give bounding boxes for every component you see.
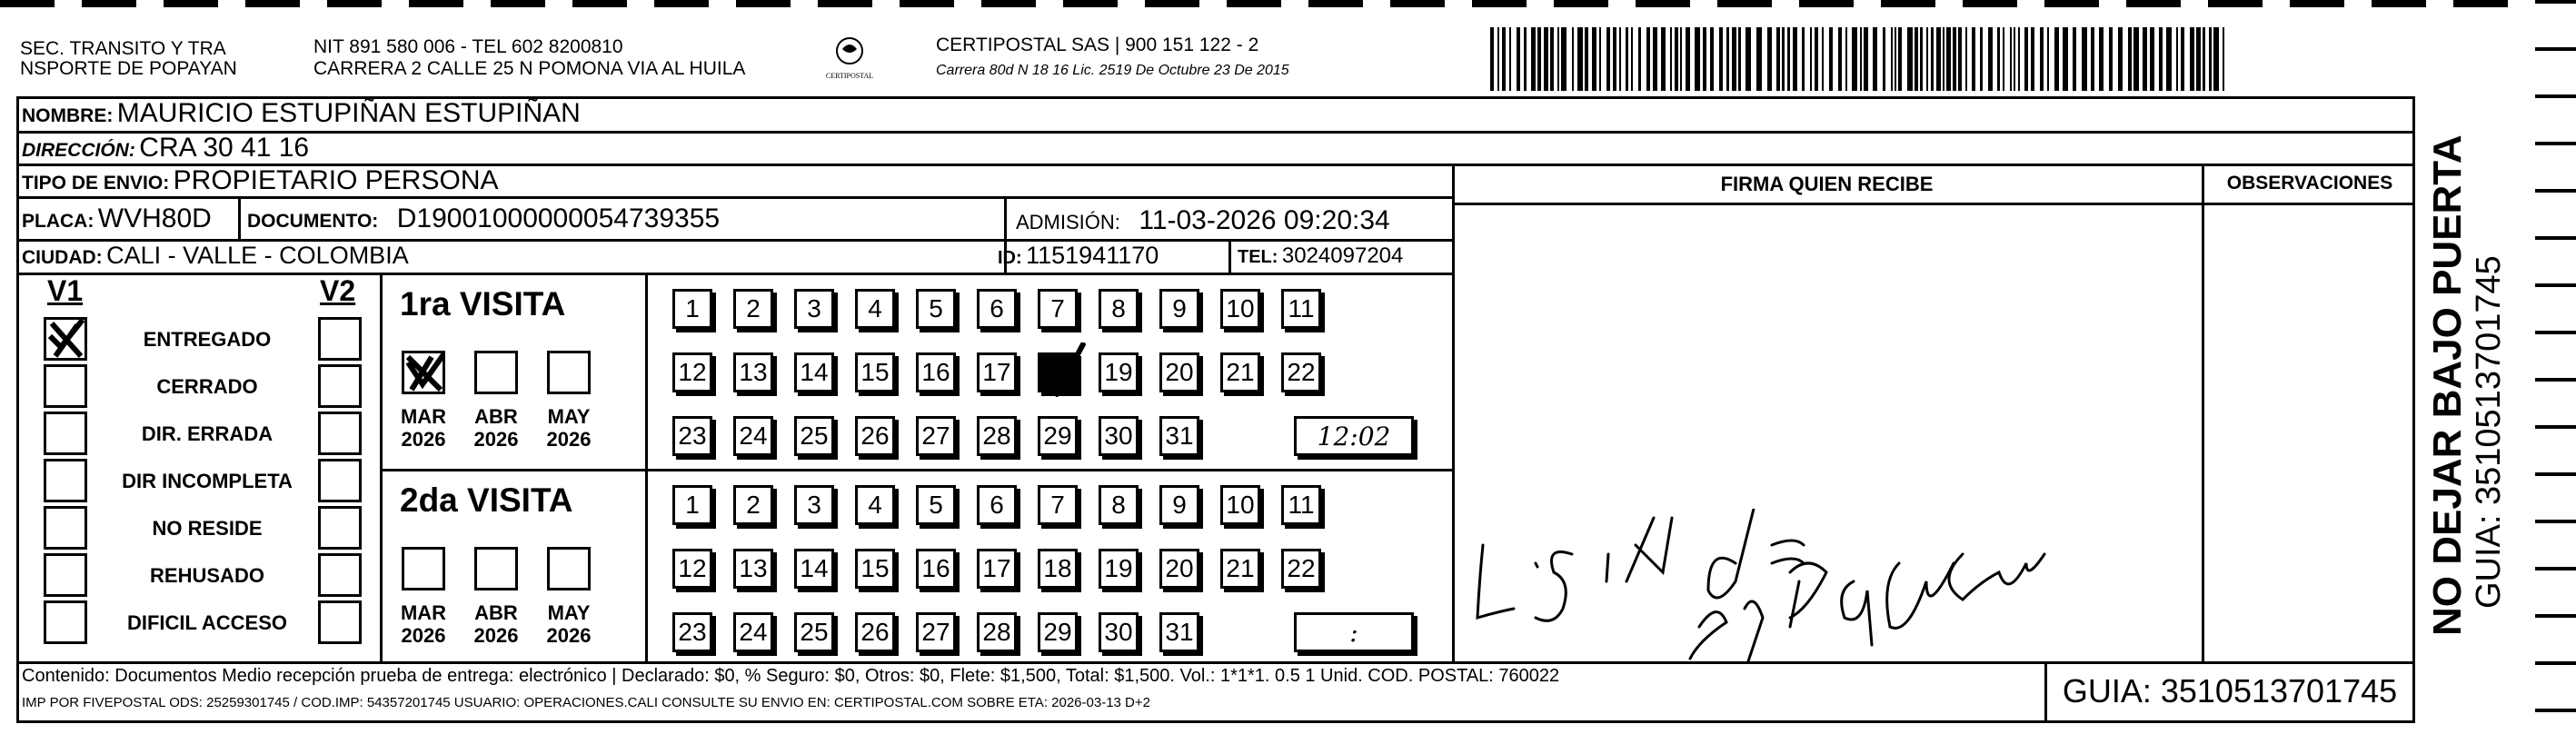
day-box[interactable]: 2 [733, 485, 773, 525]
v2-label: V2 [320, 274, 356, 307]
month-checkbox[interactable] [474, 547, 518, 590]
divider [645, 273, 648, 661]
day-box[interactable]: 5 [916, 485, 956, 525]
documento-value: D19001000000054739355 [396, 203, 721, 233]
v1-checkbox[interactable] [44, 600, 87, 644]
day-box[interactable]: 16 [916, 549, 956, 589]
day-box[interactable]: 26 [855, 416, 895, 456]
v2-checkbox[interactable] [318, 364, 362, 408]
id-row [998, 242, 1159, 270]
day-box[interactable]: 16 [916, 352, 956, 392]
tipo-label: TIPO DE ENVIO: [22, 173, 170, 193]
firma-header: FIRMA QUIEN RECIBE [1720, 173, 1934, 195]
day-box[interactable]: 11 [1281, 485, 1321, 525]
day-box[interactable]: 8 [1099, 289, 1139, 329]
day-box[interactable]: 19 [1099, 549, 1139, 589]
day-box[interactable]: 3 [794, 485, 834, 525]
v2-checkbox[interactable] [318, 459, 362, 502]
documento-row [247, 203, 720, 234]
nombre-row [22, 98, 581, 129]
day-box[interactable]: 11 [1281, 289, 1321, 329]
right-edge-border [2535, 0, 2576, 754]
company-line: CERTIPOSTAL SAS | 900 151 122 - 2 [936, 35, 1259, 55]
v1-checkbox[interactable] [44, 506, 87, 550]
day-box[interactable]: 24 [733, 416, 773, 456]
day-box[interactable]: 21 [1220, 352, 1260, 392]
month-label: MAR 2026 [400, 405, 447, 451]
day-box[interactable]: 30 [1099, 612, 1139, 652]
day-box[interactable]: 4 [855, 289, 895, 329]
day-box[interactable]: 7 [1038, 289, 1078, 329]
v1-checkbox[interactable] [44, 459, 87, 502]
day-box[interactable]: 7 [1038, 485, 1078, 525]
day-box[interactable]: 28 [977, 612, 1017, 652]
day-box[interactable]: 12 [672, 352, 712, 392]
v2-checkbox[interactable] [318, 412, 362, 455]
day-box[interactable]: 30 [1099, 416, 1139, 456]
status-label: DIR. ERRADA [141, 422, 274, 445]
divider [16, 131, 2415, 134]
day-box[interactable]: 29 [1038, 416, 1078, 456]
v1-checkbox[interactable] [44, 364, 87, 408]
observaciones-header: OBSERVACIONES [2226, 173, 2393, 193]
company-address: Carrera 80d N 18 16 Lic. 2519 De Octubre 23 De 2015 [936, 63, 1289, 78]
day-box[interactable]: 24 [733, 612, 773, 652]
guia-footer: GUIA: 3510513701745 [2062, 672, 2398, 709]
day-box[interactable]: 19 [1099, 352, 1139, 392]
day-box[interactable]: 20 [1159, 549, 1199, 589]
direccion-row [22, 133, 309, 164]
documento-label: DOCUMENTO: [247, 211, 379, 232]
time-box[interactable]: : [1294, 612, 1414, 652]
day-box[interactable]: 27 [916, 416, 956, 456]
day-box[interactable]: 14 [794, 549, 834, 589]
id-label: ID: [998, 248, 1022, 268]
day-box[interactable]: 10 [1220, 289, 1260, 329]
day-box[interactable]: 1 [672, 289, 712, 329]
v2-checkbox[interactable] [318, 317, 362, 361]
month-label: MAR 2026 [400, 601, 447, 647]
day-box[interactable]: 5 [916, 289, 956, 329]
day-box[interactable]: 10 [1220, 485, 1260, 525]
day-box[interactable]: 28 [977, 416, 1017, 456]
tipo-row [22, 165, 499, 196]
day-box[interactable]: 9 [1159, 485, 1199, 525]
day-box[interactable] [1038, 352, 1078, 392]
day-box[interactable]: 18 [1038, 549, 1078, 589]
status-label: DIR INCOMPLETA [122, 470, 293, 492]
tel-value: 3024097204 [1281, 243, 1404, 268]
direccion-label: DIRECCIÓN: [22, 140, 135, 161]
month-checkbox[interactable] [547, 547, 591, 590]
nombre-label: NOMBRE: [22, 105, 114, 126]
address-line: CARRERA 2 CALLE 25 N POMONA VIA AL HUILA [313, 58, 746, 79]
day-box[interactable]: 26 [855, 612, 895, 652]
tel-row [1238, 243, 1403, 269]
admision-label: ADMISIÓN: [1016, 211, 1120, 233]
side-guia: GUIA: 3510513701745 [2470, 255, 2508, 609]
v1-checkbox[interactable] [44, 317, 87, 361]
day-box[interactable]: 6 [977, 289, 1017, 329]
day-box[interactable]: 15 [855, 352, 895, 392]
month-label: ABR 2026 [473, 405, 519, 451]
v2-checkbox[interactable] [318, 553, 362, 597]
day-box[interactable]: 23 [672, 416, 712, 456]
day-box[interactable]: 23 [672, 612, 712, 652]
divider [16, 273, 1452, 275]
divider [2202, 164, 2204, 661]
divider [1228, 239, 1231, 273]
tel-label: TEL: [1238, 247, 1278, 267]
day-box[interactable]: 22 [1281, 549, 1321, 589]
divider [380, 469, 1452, 471]
v1-label: V1 [47, 274, 84, 307]
certipostal-logo [818, 31, 881, 85]
day-box[interactable]: 17 [977, 352, 1017, 392]
admision-value: 11-03-2026 09:20:34 [1139, 205, 1390, 235]
day-box[interactable]: 22 [1281, 352, 1321, 392]
divider [16, 196, 1452, 199]
time-box[interactable]: 12:02 [1294, 416, 1414, 456]
cut-edge [0, 0, 2576, 7]
v1-checkbox[interactable] [44, 553, 87, 597]
tipo-value: PROPIETARIO PERSONA [173, 165, 499, 195]
divider [1452, 203, 2415, 205]
day-box[interactable]: 6 [977, 485, 1017, 525]
direccion-value: CRA 30 41 16 [139, 133, 310, 163]
v1-checkbox[interactable] [44, 412, 87, 455]
day-box[interactable]: 3 [794, 289, 834, 329]
status-label: REHUSADO [150, 564, 264, 587]
day-box[interactable]: 29 [1038, 612, 1078, 652]
day-box[interactable]: 25 [794, 416, 834, 456]
month-label: MAY 2026 [546, 405, 592, 451]
day-box[interactable]: 2 [733, 289, 773, 329]
day-box[interactable]: 1 [672, 485, 712, 525]
day-box[interactable]: 31 [1159, 416, 1199, 456]
status-label: ENTREGADO [143, 328, 272, 351]
day-box[interactable]: 9 [1159, 289, 1199, 329]
sender-line-1: SEC. TRANSITO Y TRA [20, 38, 226, 59]
v2-checkbox[interactable] [318, 600, 362, 644]
nit-line: NIT 891 580 006 - TEL 602 8200810 [313, 36, 623, 57]
divider [16, 661, 2415, 664]
id-value: 1151941170 [1026, 242, 1159, 269]
day-box[interactable]: 25 [794, 612, 834, 652]
month-checkbox[interactable] [402, 547, 445, 590]
day-box[interactable]: 31 [1159, 612, 1199, 652]
day-box[interactable]: 17 [977, 549, 1017, 589]
visit-title: 2da VISITA [400, 481, 573, 519]
day-box[interactable]: 15 [855, 549, 895, 589]
recipient-signature [1472, 509, 2144, 663]
ciudad-value: CALI - VALLE - COLOMBIA [106, 242, 409, 269]
month-label: MAY 2026 [546, 601, 592, 647]
placa-label: PLACA: [22, 211, 94, 232]
status-label: CERRADO [156, 375, 258, 398]
ciudad-label: CIUDAD: [22, 247, 103, 268]
no-dejar-warning: NO DEJAR BAJO PUERTA [2425, 134, 2470, 636]
contenido-text: Contenido: Documentos Medio recepción prueba de entrega: electrónico | Declarado: $0, % Seguro: $0, Otros: $0, Flete: $1,500, Total: $1,500. Vol.: 1*1*1. 0.5 1 Unid. COD. POSTAL: 760022 [22, 666, 1560, 686]
day-box[interactable]: 27 [916, 612, 956, 652]
day-box[interactable]: 12 [672, 549, 712, 589]
month-checkbox[interactable] [474, 351, 518, 394]
divider [1452, 164, 1455, 661]
day-box[interactable]: 14 [794, 352, 834, 392]
nombre-value: MAURICIO ESTUPIÑAN ESTUPIÑAN [116, 98, 581, 128]
status-label: NO RESIDE [152, 517, 263, 540]
month-checkbox[interactable] [402, 351, 445, 394]
placa-value: WVH80D [97, 203, 212, 233]
month-label: ABR 2026 [473, 601, 519, 647]
sender-line-2: NSPORTE DE POPAYAN [20, 58, 237, 79]
divider [238, 196, 241, 239]
day-box[interactable]: 13 [733, 549, 773, 589]
day-box[interactable]: 13 [733, 352, 773, 392]
side-text [2426, 91, 2508, 636]
barcode [1490, 27, 2231, 91]
v2-checkbox[interactable] [318, 506, 362, 550]
svg-text:CERTIPOSTAL: CERTIPOSTAL [825, 72, 874, 80]
month-checkbox[interactable] [547, 351, 591, 394]
visit-title: 1ra VISITA [400, 285, 566, 322]
admision-row [1016, 205, 1390, 236]
status-label: DIFICIL ACCESO [126, 611, 287, 634]
day-box[interactable]: 20 [1159, 352, 1199, 392]
day-box[interactable]: 4 [855, 485, 895, 525]
divider [380, 273, 383, 661]
day-box[interactable]: 21 [1220, 549, 1260, 589]
placa-row [22, 203, 212, 234]
imp-text: IMP POR FIVEPOSTAL ODS: 25259301745 / COD.IMP: 54357201745 USUARIO: OPERACIONES.CALI CONSULTE SU ENVIO EN: CERTIPOSTAL.COM SOBRE ETA: 2026-03-13 D+2 [22, 695, 1150, 710]
ciudad-row [22, 242, 409, 270]
day-box[interactable]: 8 [1099, 485, 1139, 525]
